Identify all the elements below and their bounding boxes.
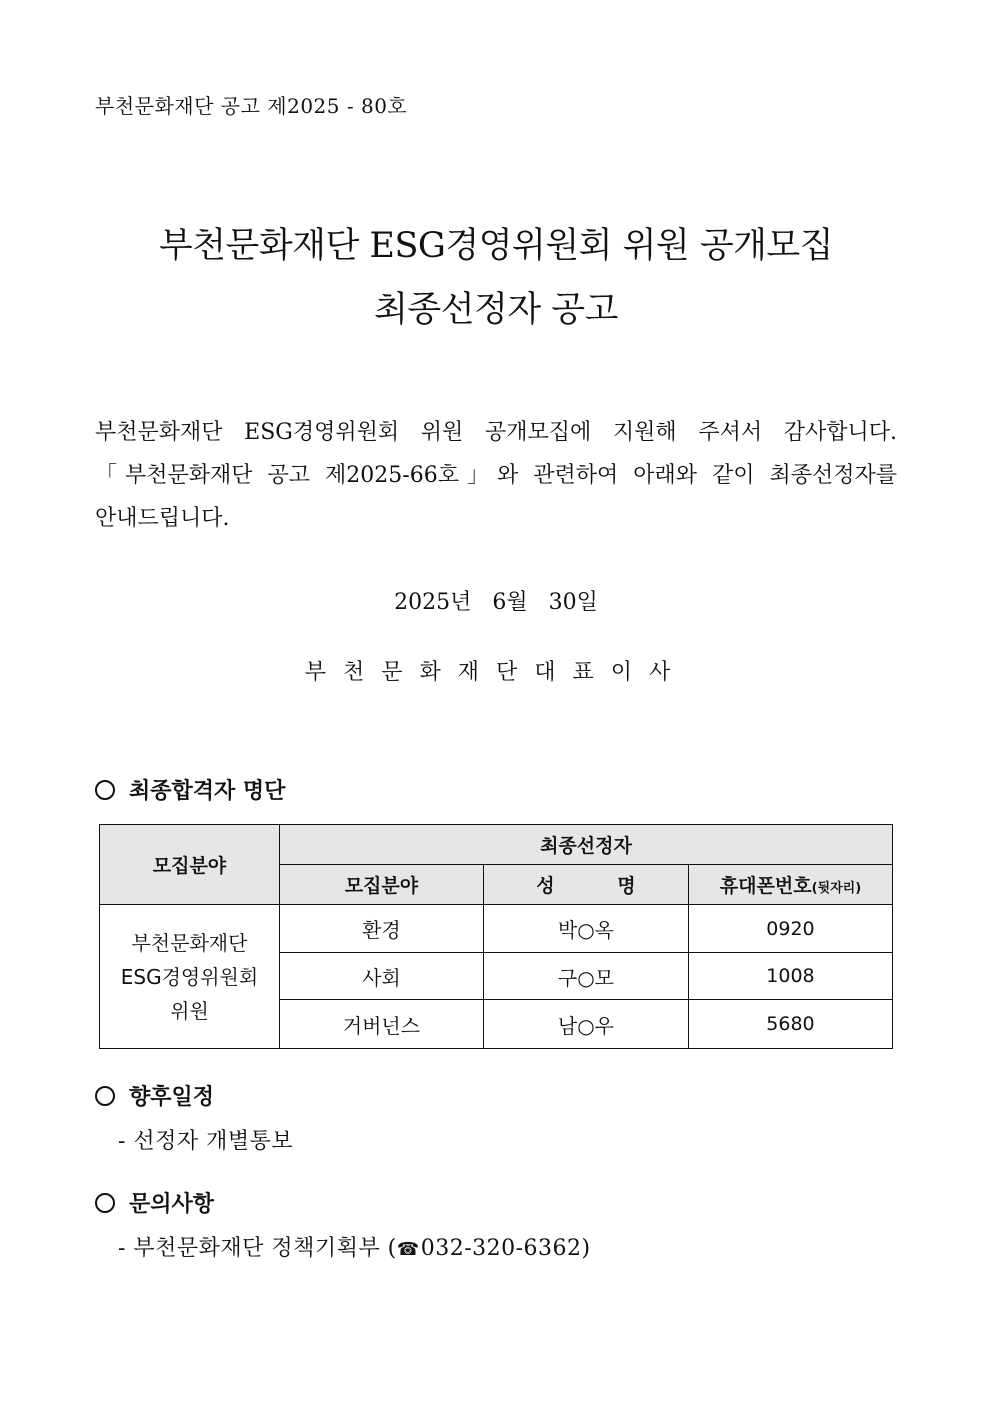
inquiry-phone-number: 032-320-6362 bbox=[420, 1236, 582, 1261]
table-row bbox=[100, 905, 893, 953]
header-name: 성 명 bbox=[483, 865, 688, 905]
section-heading-results bbox=[95, 774, 285, 805]
section-heading-schedule bbox=[95, 1080, 214, 1111]
circle-bullet-icon bbox=[95, 780, 115, 800]
results-table bbox=[99, 824, 893, 1049]
header-phone-note: (뒷자리) bbox=[811, 881, 862, 896]
circle-bullet-icon bbox=[95, 1193, 115, 1213]
header-field: 모집분야 bbox=[279, 865, 483, 905]
table-header-row bbox=[100, 825, 893, 865]
phone-cell: 1008 bbox=[688, 953, 892, 1000]
section-heading-label: 문의사항 bbox=[129, 1191, 215, 1217]
inquiry-department: - 부천문화재단 정책기획부 ( bbox=[118, 1236, 397, 1261]
body-paragraph bbox=[95, 411, 897, 540]
inquiry-item bbox=[118, 1231, 591, 1262]
body-line: 「부천문화재단 공고 제2025-66호」와 관련하여 아래와 같이 최종선정자를 bbox=[95, 463, 897, 488]
notice-number: 부천문화재단 공고 제2025 - 80호 bbox=[95, 94, 408, 118]
issuer-signature: 부천문화재단대표이사 bbox=[304, 660, 688, 685]
header-phone: 휴대폰번호(뒷자리) bbox=[688, 865, 892, 905]
inquiry-suffix: ) bbox=[581, 1236, 591, 1261]
section-heading-label: 최종합격자 명단 bbox=[129, 778, 286, 804]
phone-cell: 0920 bbox=[688, 905, 892, 953]
header-final-selected: 최종선정자 bbox=[279, 825, 892, 865]
section-heading-inquiry bbox=[95, 1187, 214, 1218]
body-line: 안내드립니다. bbox=[95, 506, 230, 531]
field-cell: 사회 bbox=[279, 953, 483, 1000]
field-cell: 환경 bbox=[279, 905, 483, 953]
name-cell: 박○옥 bbox=[483, 905, 688, 953]
section-heading-label: 향후일정 bbox=[129, 1084, 215, 1110]
field-cell: 거버넌스 bbox=[279, 1000, 483, 1049]
category-cell: 부천문화재단 ESG경영위원회 위원 bbox=[100, 905, 280, 1049]
body-line: 부천문화재단 ESG경영위원회 위원 공개모집에 지원해 주셔서 감사합니다. bbox=[95, 420, 897, 445]
telephone-icon: ☎ bbox=[396, 1239, 420, 1260]
header-category: 모집분야 bbox=[100, 825, 280, 905]
circle-bullet-icon bbox=[95, 1086, 115, 1106]
phone-cell: 5680 bbox=[688, 1000, 892, 1049]
notice-date: 2025년 6월 30일 bbox=[394, 590, 598, 615]
schedule-item: - 선정자 개별통보 bbox=[118, 1129, 294, 1154]
name-cell: 남○우 bbox=[483, 1000, 688, 1049]
document-subtitle: 최종선정자 공고 bbox=[374, 290, 618, 330]
name-cell: 구○모 bbox=[483, 953, 688, 1000]
document-title: 부천문화재단 ESG경영위원회 위원 공개모집 bbox=[158, 226, 834, 266]
